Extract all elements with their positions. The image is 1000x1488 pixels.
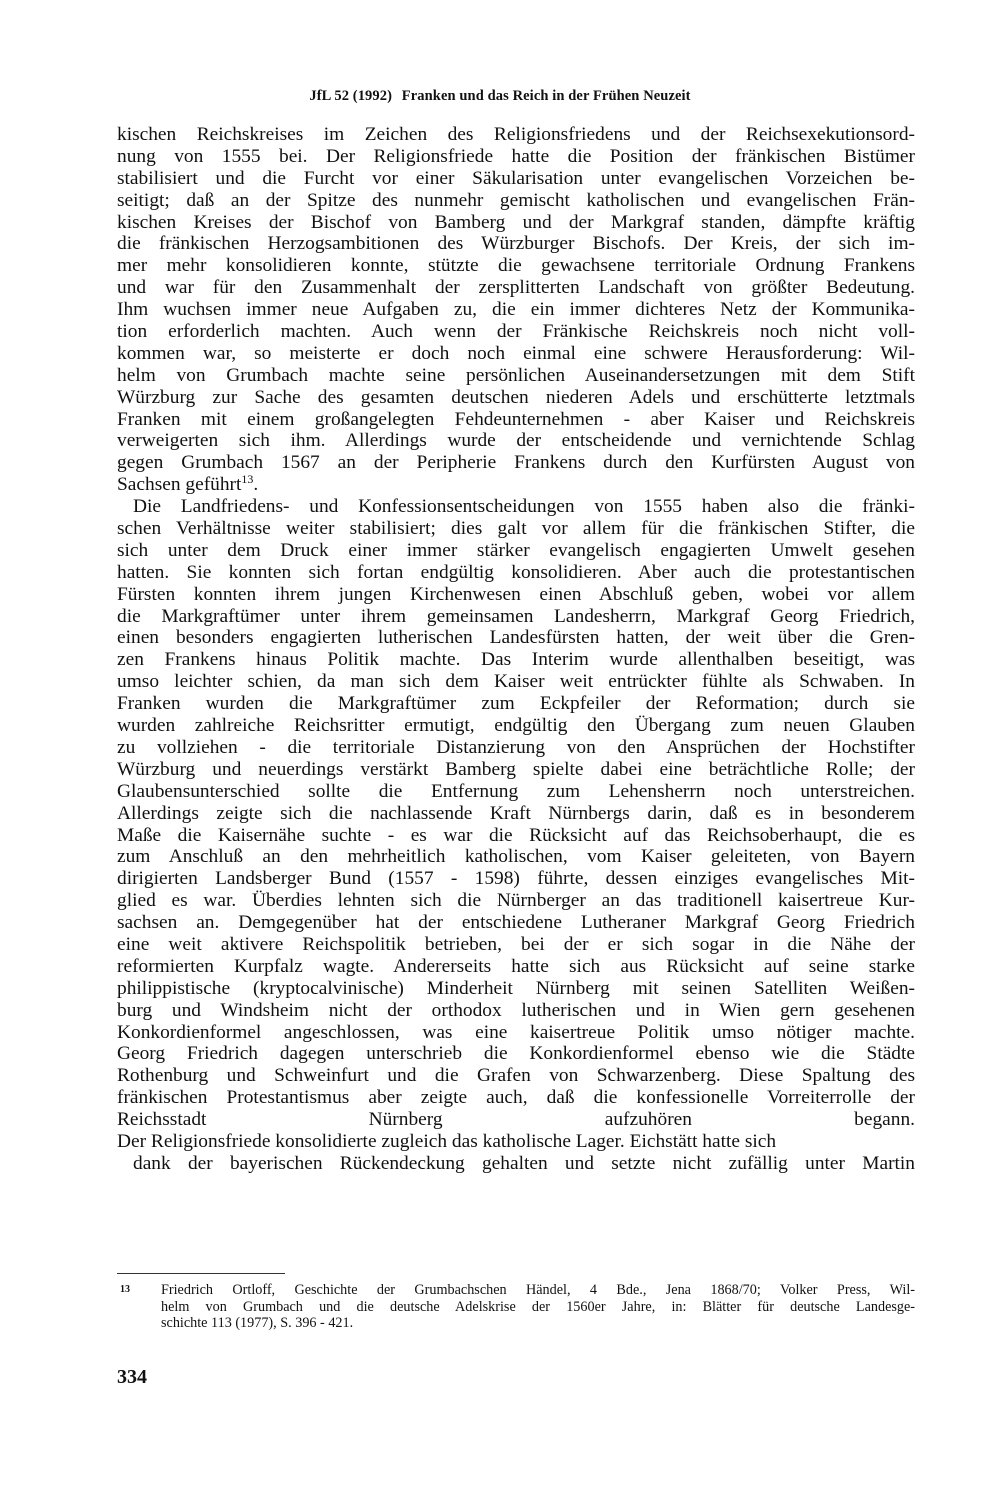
- text-line: reformierten Kurpfalz wagte. Andererseits hatte sich aus Rücksicht auf seine starke: [117, 955, 915, 977]
- text-line: kischen Reichskreises im Zeichen des Religionsfriedens und der Reichsexekutionsord-: [117, 124, 915, 145]
- footnote-reference[interactable]: 13: [241, 472, 254, 487]
- text-line: philippistische (kryptocalvinische) Minderheit Nürnberg mit seinen Satelliten Weißen-: [117, 977, 915, 999]
- text-line: Würzburg und neuerdings verstärkt Bamberg spielte dabei eine beträchtliche Rolle; der: [117, 758, 915, 780]
- footnote-line: schichte 113 (1977), S. 396 - 421.: [161, 1315, 354, 1331]
- footnote-text: [161, 1282, 915, 1332]
- paragraph-end-line: Der Religionsfriede konsolidierte zugleich das katholische Lager. Eichstätt hatte sich: [117, 1130, 777, 1152]
- text-line-with-footnote: [117, 474, 915, 496]
- text-line: Konkordienformel angeschlossen, was eine kaisertreue Politik umso nötiger machte.: [117, 1021, 915, 1043]
- footnote-number: 13: [120, 1284, 130, 1295]
- text-line: dirigierten Landsberger Bund (1557 - 1598) führte, dessen einziges evangelisches Mit-: [117, 868, 915, 890]
- paragraph-start-line: dank der bayerischen Rückendeckung gehalten und setzte nicht zufällig unter Martin: [133, 1152, 915, 1174]
- page-number: 334: [117, 1366, 147, 1388]
- footnote-line: helm von Grumbach und die deutsche Adelskrise der 1560er Jahre, in: Blätter für deutsche Landesge-: [161, 1298, 915, 1315]
- text-line: gegen Grumbach 1567 an der Peripherie Frankens durch den Kurfürsten August von: [117, 452, 915, 474]
- text-line: glied es war. Überdies lehnten sich die Nürnberger an das traditionell kaisertreue Kur-: [117, 890, 915, 912]
- text-line: kischen Kreises der Bischof von Bamberg und der Markgraf standen, dämpfte kräftig: [117, 211, 915, 233]
- text-line: mer mehr konsolidieren konnte, stützte die gewachsene territoriale Ordnung Frankens: [117, 255, 915, 277]
- paragraph-start-line: Die Landfriedens- und Konfessionsentscheidungen von 1555 haben also die fränki-: [133, 496, 915, 518]
- journal-reference: JfL 52 (1992): [309, 88, 393, 104]
- text-line: fränkischen Protestantismus aber zeigte auch, daß die konfessionelle Vorreiterrolle der: [117, 1087, 915, 1109]
- text-line: [117, 1175, 915, 1197]
- text-line: Fürsten konnten ihrem jungen Kirchenwesen einen Abschluß geben, wobei vor allem: [117, 583, 915, 605]
- text-line: seitigt; daß an der Spitze des nunmehr gemischt katholischen und evangelischen Frän-: [117, 189, 915, 211]
- text-line: zu vollziehen - die territoriale Distanzierung von den Ansprüchen der Hochstifter: [117, 736, 915, 758]
- text-line: Reichsstadt Nürnberg aufzuhören begann.: [117, 1109, 915, 1131]
- text-line: nung von 1555 bei. Der Religionsfriede hatte die Position der fränkischen Bistümer: [117, 145, 915, 167]
- running-head: [0, 88, 1000, 105]
- text-line: Franken wurden die Markgraftümer zum Eckpfeiler der Reformation; durch sie: [117, 693, 915, 715]
- text-line: die fränkischen Herzogsambitionen des Würzburger Bischofs. Der Kreis, der sich im-: [117, 233, 915, 255]
- footnote-line: Friedrich Ortloff, Geschichte der Grumbachschen Händel, 4 Bde., Jena 1868/70; Volker Press, Wil-: [161, 1282, 915, 1298]
- running-title: Franken und das Reich in der Frühen Neuzeit: [401, 88, 691, 104]
- text-line: verweigerten sich ihm. Allerdings wurde der entscheidende und vernichtende Schlag: [117, 430, 915, 452]
- text-line: wurden zahlreiche Reichsritter ermutigt, endgültig den Übergang zum neuen Glauben: [117, 715, 915, 737]
- text-line: burg und Windsheim nicht der orthodox lutherischen und in Wien gern gesehenen: [117, 999, 915, 1021]
- body-text: [117, 124, 915, 1197]
- text-line: Würzburg zur Sache des gesamten deutschen niederen Adels und erschütterte letztmals: [117, 386, 915, 408]
- text-line: eine weit aktivere Reichspolitik betrieben, bei der er sich sogar in die Nähe der: [117, 933, 915, 955]
- text-line: schen Verhältnisse weiter stabilisiert; dies galt vor allem für die fränkischen Stifter, die: [117, 518, 915, 540]
- text-line: Rothenburg und Schweinfurt und die Grafen von Schwarzenberg. Diese Spaltung des: [117, 1065, 915, 1087]
- text-line: Glaubensunterschied sollte die Entfernung zum Lehensherrn noch unterstreichen.: [117, 780, 915, 802]
- text-line: Georg Friedrich dagegen unterschrieb die Konkordienformel ebenso wie die Städte: [117, 1043, 915, 1065]
- text-line: zen Frankens hinaus Politik machte. Das Interim wurde allenthalben beseitigt, was: [117, 649, 915, 671]
- text-line: Allerdings zeigte sich die nachlassende Kraft Nürnbergs darin, daß es in besonderem: [117, 802, 915, 824]
- text-line: hatten. Sie konnten sich fortan endgültig konsolidieren. Aber auch die protestantischen: [117, 561, 915, 583]
- text-line: Franken mit einem großangelegten Fehdeunternehmen - aber Kaiser und Reichskreis: [117, 408, 915, 430]
- text-line: umso leichter schien, da man sich dem Kaiser weit entrückter fühlte als Schwaben. In: [117, 671, 915, 693]
- text-line: Maße die Kaisernähe suchte - es war die Rücksicht auf das Reichsoberhaupt, die es: [117, 824, 915, 846]
- text-line: Ihm wuchsen immer neue Aufgaben zu, die ein immer dichteres Netz der Kommunika-: [117, 299, 915, 321]
- text-line: helm von Grumbach machte seine persönlichen Auseinandersetzungen mit dem Stift: [117, 364, 915, 386]
- sentence-end: .: [253, 474, 259, 496]
- text-line: stabilisiert und die Furcht vor einer Säkularisation unter evangelischen Vorzeichen be-: [117, 167, 915, 189]
- text-line: zum Anschluß an den mehrheitlich katholischen, vom Kaiser geleiteten, von Bayern: [117, 846, 915, 868]
- text-line: und war für den Zusammenhalt der zersplitterten Landschaft von größter Bedeutung.: [117, 277, 915, 299]
- text-line: sich unter dem Druck einer immer stärker evangelisch engagierten Umwelt gesehen: [117, 539, 915, 561]
- text-line: kommen war, so meisterte er doch noch einmal eine schwere Herausforderung: Wil-: [117, 342, 915, 364]
- text-line: einen besonders engagierten lutherischen Landesfürsten hatten, der weit über die Gren-: [117, 627, 915, 649]
- text-line: die Markgraftümer unter ihrem gemeinsamen Landesherrn, Markgraf Georg Friedrich,: [117, 605, 915, 627]
- text-line: tion erforderlich machten. Auch wenn der Fränkische Reichskreis noch nicht voll-: [117, 321, 915, 343]
- footnote-divider: [117, 1273, 285, 1274]
- footnote: [117, 1282, 915, 1332]
- text-fragment: Sachsen geführt: [117, 474, 242, 496]
- text-line: sachsen an. Demgegenüber hat der entschiedene Lutheraner Markgraf Georg Friedrich: [117, 912, 915, 934]
